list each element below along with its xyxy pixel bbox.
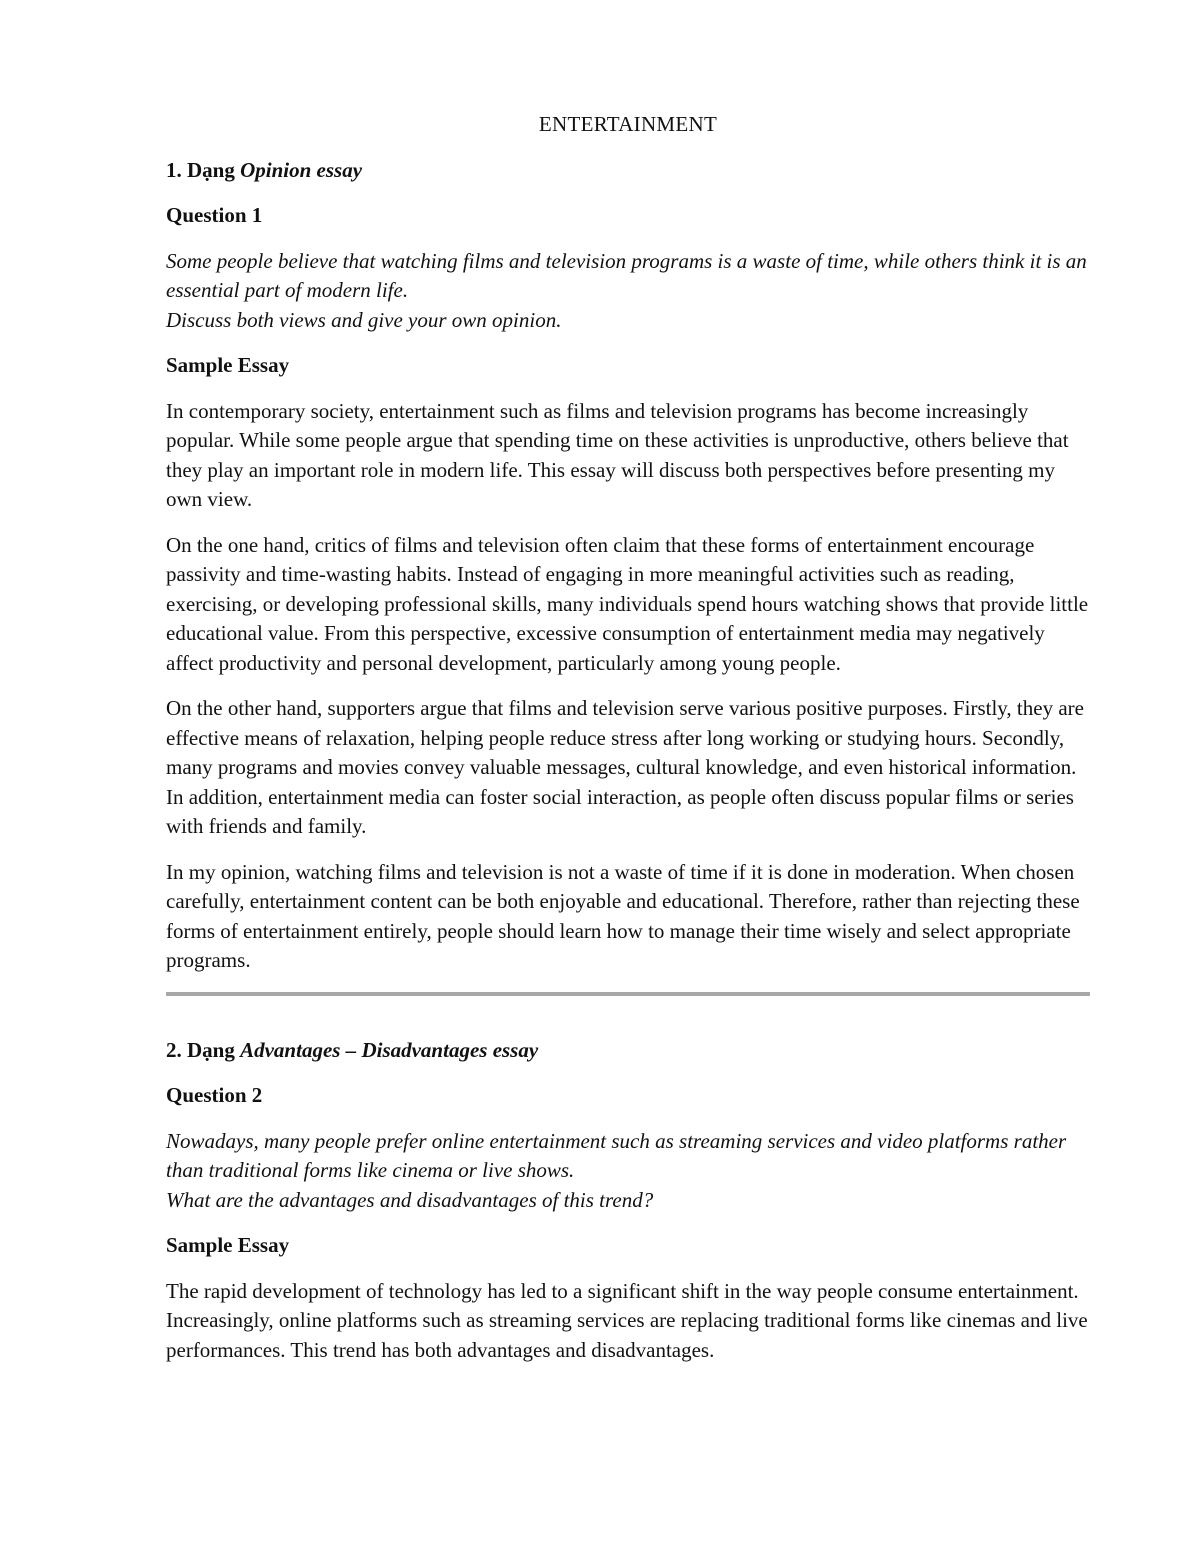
section-heading-kind: Advantages – Disadvantages essay <box>240 1037 539 1062</box>
essay-paragraph: On the one hand, critics of films and television often claim that these forms of entertainment encourage passivity and time-wasting habits. Instead of engaging in more meaningful activities such as reading, exercising, or developing professional skills, many individuals spend hours watching shows that provide little educational value. From this perspective, excessive consumption of entertainment media may negatively affect productivity and personal development, particularly among young people. <box>166 532 1089 675</box>
sample-essay-label: Sample Essay <box>166 353 290 377</box>
essay-paragraph: In my opinion, watching films and television is not a waste of time if it is done in moderation. When chosen carefully, entertainment content can be both enjoyable and educational. Therefore, rather than rejecting these forms of entertainment entirely, people should learn how to manage their time wisely and select appropriate programs. <box>166 859 1080 972</box>
section-opinion-essay <box>166 156 1090 976</box>
section-divider <box>166 992 1090 996</box>
question-line: Some people believe that watching films and television programs is a waste of time, while others think it is an essential part of modern life. <box>166 248 1087 302</box>
section-heading <box>166 1036 1090 1066</box>
sample-essay-label: Sample Essay <box>166 1233 290 1257</box>
question-line: Nowadays, many people prefer online entertainment such as streaming services and video platforms rather than traditional forms like cinema or live shows. <box>166 1128 1067 1182</box>
essay-paragraph: The rapid development of technology has led to a significant shift in the way people consume entertainment. Increasingly, online platforms such as streaming services are replacing traditional forms like cinemas and live performances. This trend has both advantages and disadvantages. <box>166 1278 1088 1362</box>
essay-paragraph: On the other hand, supporters argue that films and television serve various positive purposes. Firstly, they are effective means of relaxation, helping people reduce stress after long working or studying hours. Secondly, many programs and movies convey valuable messages, cultural knowledge, and even historical information. In addition, entertainment media can foster social interaction, as people often discuss popular films or series with friends and family. <box>166 696 1084 838</box>
question-line: Discuss both views and give your own opinion. <box>166 307 562 332</box>
section-advantages-disadvantages-essay <box>166 1036 1090 1366</box>
question-prompt <box>166 247 1090 336</box>
document-page <box>166 110 1090 1381</box>
essay-paragraph: In contemporary society, entertainment such as films and television programs has become increasingly popular. While some people argue that spending time on these activities is unproductive, others believe that they play an important role in modern life. This essay will discuss both perspectives before presenting my own view. <box>166 398 1069 511</box>
section-heading-prefix: 1. Dạng <box>166 157 241 182</box>
question-line: What are the advantages and disadvantages of this trend? <box>166 1187 654 1212</box>
section-heading-kind: Opinion essay <box>240 157 363 182</box>
section-heading <box>166 156 1090 186</box>
question-label: Question 1 <box>166 203 263 227</box>
question-label: Question 2 <box>166 1083 263 1107</box>
question-prompt <box>166 1127 1090 1216</box>
section-heading-prefix: 2. Dạng <box>166 1037 241 1062</box>
document-title: ENTERTAINMENT <box>538 112 718 136</box>
